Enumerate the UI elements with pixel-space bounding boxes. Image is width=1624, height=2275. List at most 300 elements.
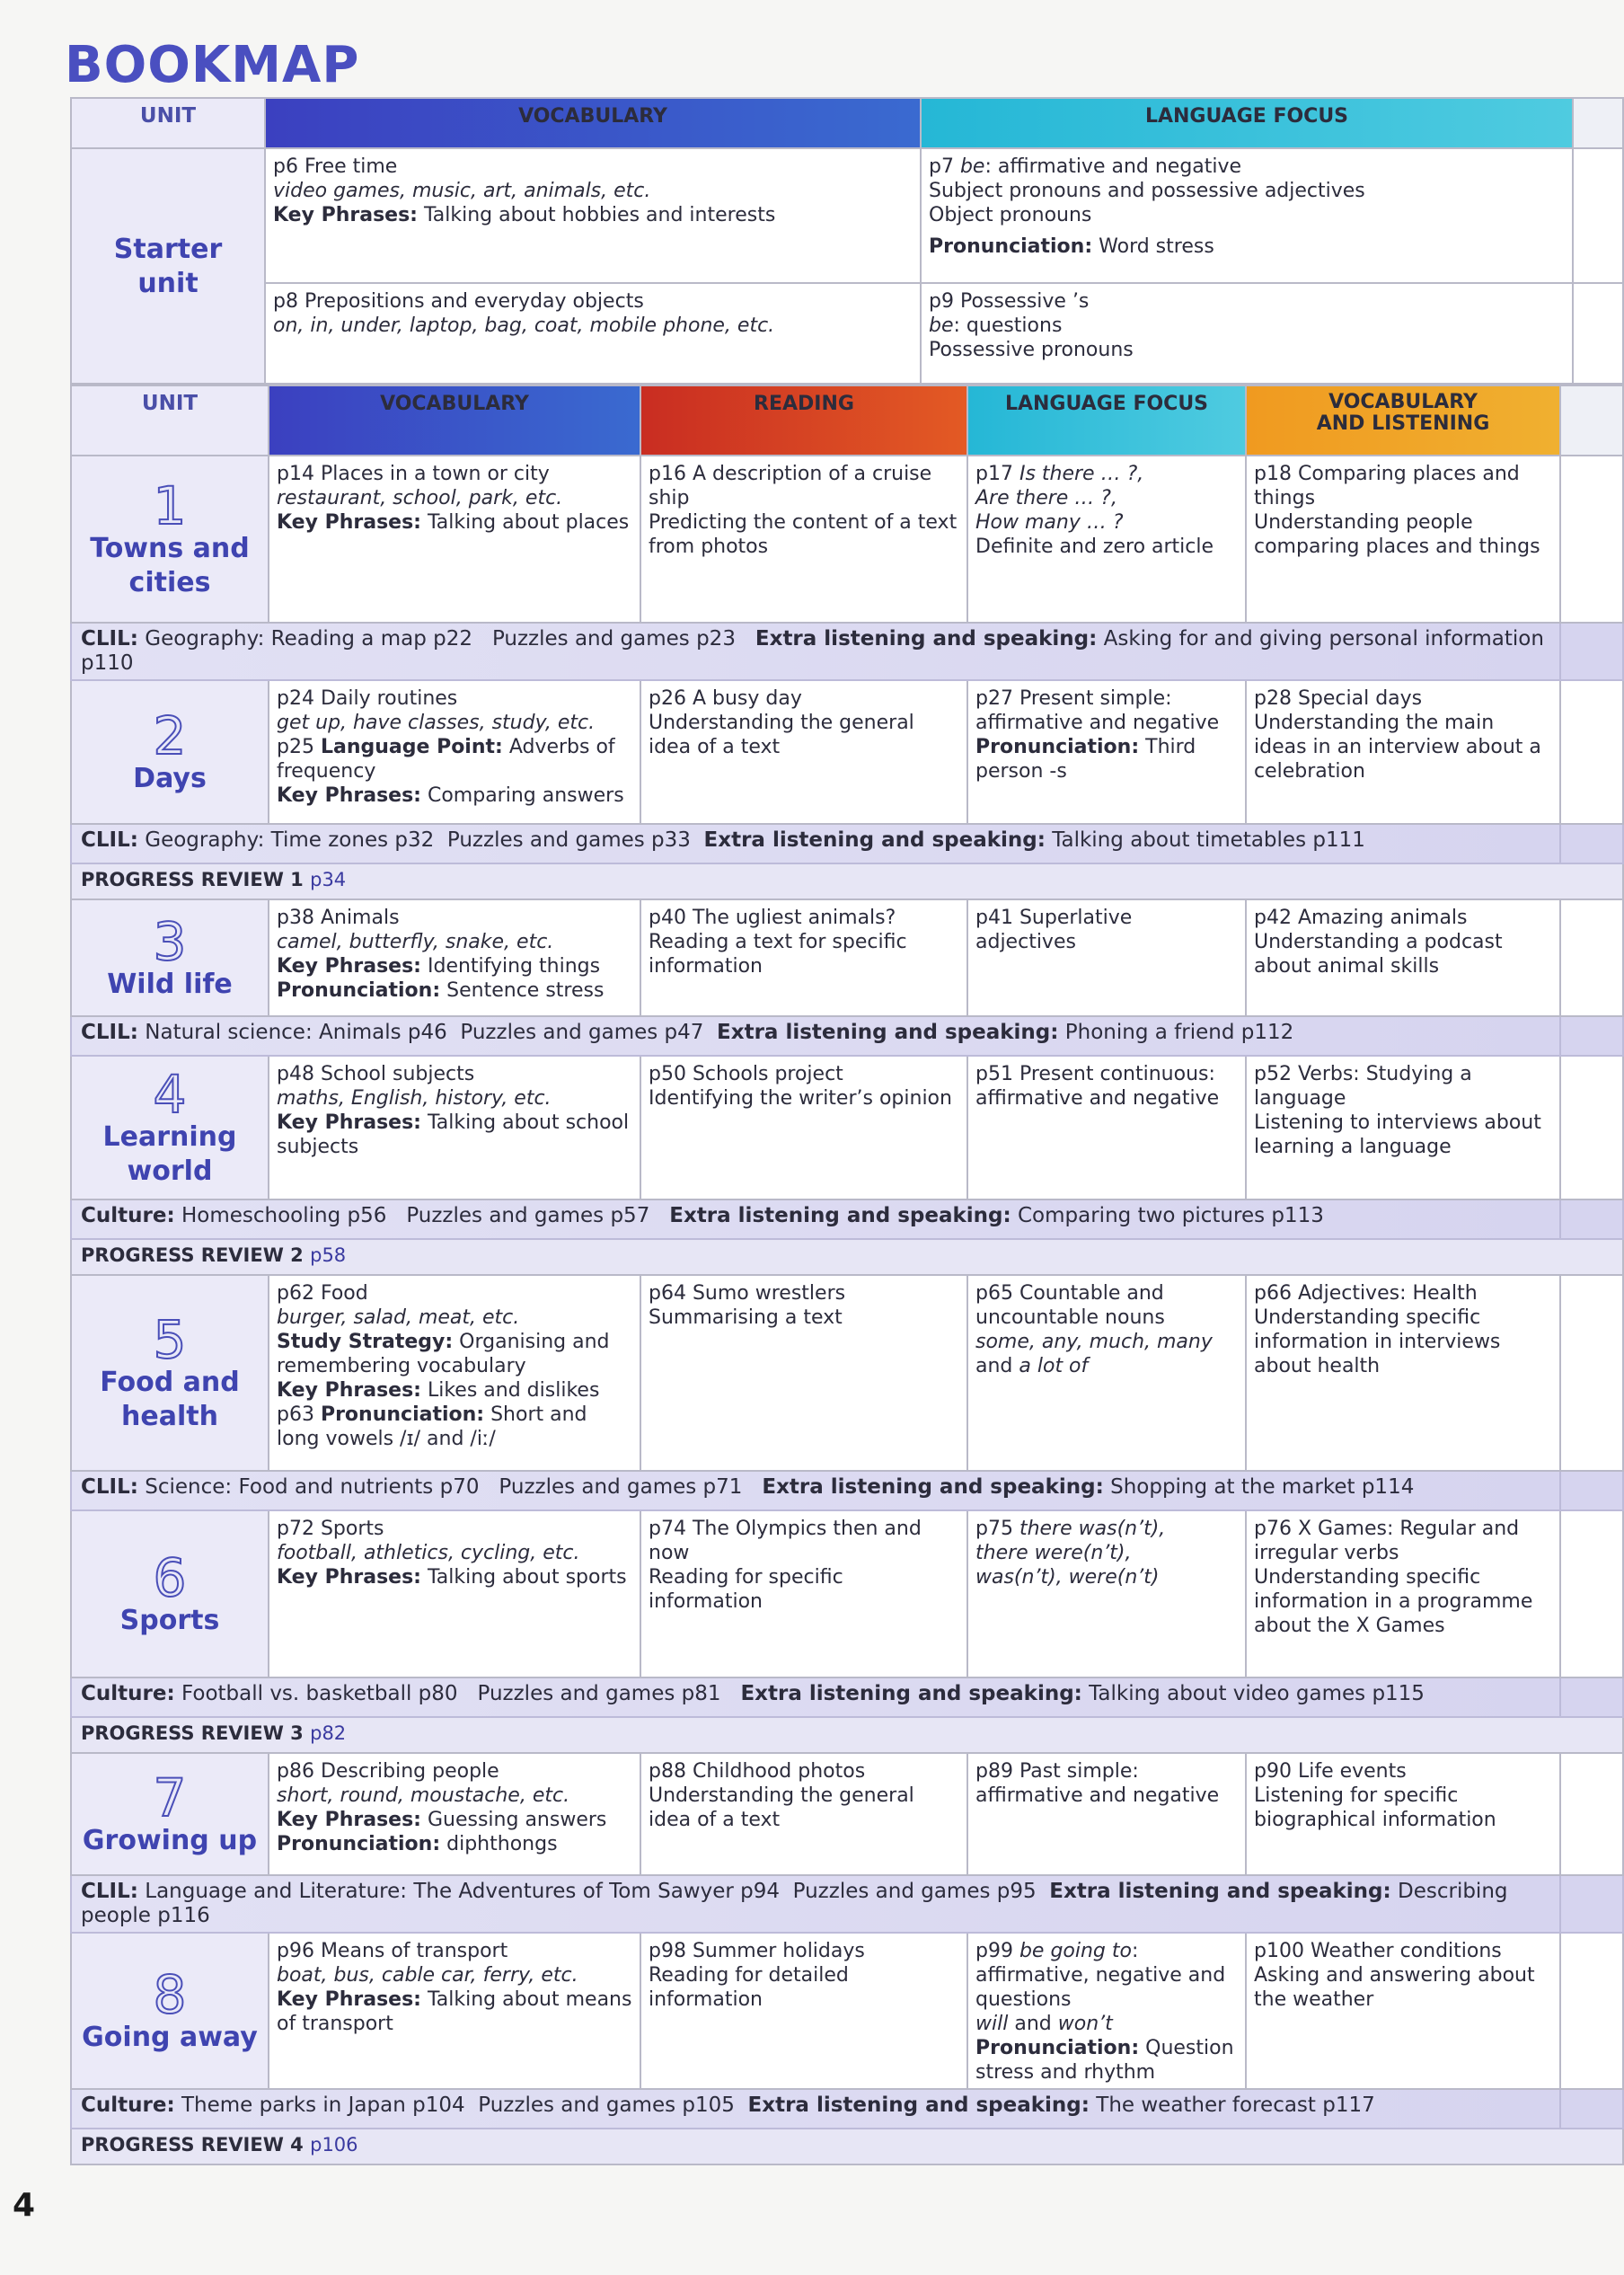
text: p63 (277, 1403, 321, 1426)
unit-row (71, 1933, 1623, 2089)
page-number: 4 (13, 2187, 36, 2224)
starter-unit-name: Starter unit (113, 234, 223, 299)
text: Object pronouns (929, 204, 1092, 226)
text: Geography: Reading a map p22 (145, 627, 472, 651)
text: Language and Literature: The Adventures of Tom Sawyer p94 (145, 1880, 780, 1903)
vocab-listening-cell (1246, 1510, 1560, 1677)
text: p14 Places in a town or city (277, 463, 550, 485)
label: CLIL: (81, 1475, 138, 1499)
text: Puzzles and games p57 (406, 1204, 650, 1227)
unit-name: Growing up (82, 1825, 258, 1856)
progress-row (71, 1717, 1623, 1753)
unit-cell (71, 680, 269, 824)
extras-row (71, 1016, 1623, 1056)
label: Culture: (81, 2094, 175, 2117)
extras-row (71, 824, 1623, 863)
text: Understanding specific information in interviews about health (1254, 1306, 1501, 1377)
vocab-listening-cell (1246, 1275, 1560, 1471)
progress-row (71, 1239, 1623, 1275)
progress-review (71, 2129, 1623, 2164)
label: Key Phrases: (277, 1566, 421, 1589)
extras-band (71, 1471, 1560, 1510)
text: p72 Sports (277, 1518, 384, 1540)
text: and (975, 1355, 1019, 1377)
text: p40 The ugliest animals? (649, 907, 896, 929)
text: Reading for detailed information (649, 1964, 849, 2011)
extras-band (71, 623, 1560, 680)
label: Pronunciation: (320, 1403, 485, 1426)
text: Reading a text for specific information (649, 931, 907, 978)
edge-cell (1560, 385, 1623, 456)
text: p42 Amazing animals (1254, 907, 1468, 929)
starter-row-1 (71, 148, 1623, 283)
reading-cell (640, 680, 967, 824)
unit-number: 7 (153, 1767, 187, 1828)
text: p34 (310, 869, 347, 890)
text: get up, have classes, study, etc. (277, 712, 596, 734)
extras-band (71, 824, 1560, 863)
text: Science: Food and nutrients p70 (145, 1475, 480, 1499)
label: Extra listening and speaking: (669, 1204, 1011, 1227)
text: Is there … ?, (1019, 463, 1144, 485)
language-cell (967, 899, 1246, 1016)
text: Third person -s (975, 736, 1196, 783)
text: p28 Special days (1254, 687, 1423, 710)
edge-cell (1560, 1510, 1623, 1677)
text: be (959, 155, 985, 178)
edge-cell (1560, 1275, 1623, 1471)
vocab-cell (269, 1275, 640, 1471)
text: Understanding specific information in a programme about the X Games (1254, 1566, 1533, 1637)
text: p41 Superlative adjectives (975, 907, 1133, 953)
extras-band (71, 1016, 1560, 1056)
text: Listening for specific biographical information (1254, 1784, 1496, 1831)
vocab-cell (269, 456, 640, 623)
text: won’t (1057, 2013, 1113, 2035)
unit-number: 1 (153, 475, 187, 536)
text: Talking about school subjects (277, 1111, 630, 1158)
label: PROGRESS REVIEW 4 (81, 2134, 304, 2155)
unit-header: UNIT (71, 385, 269, 456)
vocabulary-and-listening-header (1246, 385, 1560, 456)
text: Likes and dislikes (427, 1379, 600, 1402)
extras-row (71, 1875, 1623, 1933)
text: on, in, under, laptop, bag, coat, mobile phone, etc. (273, 314, 775, 337)
text: Theme parks in Japan p104 (181, 2094, 465, 2117)
label: Culture: (81, 1682, 175, 1705)
edge-cell (1573, 98, 1623, 148)
unit-cell (71, 1753, 269, 1875)
label: Extra listening and speaking: (747, 2094, 1090, 2117)
text: be going to (1019, 1940, 1132, 1962)
reading-cell (640, 899, 967, 1016)
vocab-listening-cell (1246, 1753, 1560, 1875)
edge-cell (1560, 1753, 1623, 1875)
vocabulary-header: VOCABULARY (265, 98, 921, 148)
text: p25 (277, 736, 321, 758)
unit-row (71, 456, 1623, 623)
label: PROGRESS REVIEW 1 (81, 869, 304, 890)
starter-row-2 (71, 283, 1623, 384)
text: Homeschooling p56 (181, 1204, 387, 1227)
extras-row (71, 1677, 1623, 1717)
label: Extra listening and speaking: (717, 1021, 1059, 1044)
vocab-listening-cell (1246, 1933, 1560, 2089)
label: Key Phrases: (277, 1111, 421, 1134)
text: p24 Daily routines (277, 687, 458, 710)
starter-header-row (71, 98, 1623, 148)
text: Comparing two pictures p113 (1018, 1204, 1324, 1227)
text: Identifying things (427, 955, 601, 978)
text: Talking about timetables p111 (1052, 828, 1365, 852)
unit-number: 3 (153, 911, 187, 972)
text: Talking about means of transport (277, 1988, 632, 2035)
text: Describing people p116 (81, 1880, 1508, 1927)
unit-cell (71, 1510, 269, 1677)
text: p7 (929, 155, 960, 178)
label: Key Phrases: (277, 511, 421, 534)
label: Study Strategy: (277, 1331, 454, 1353)
label: Key Phrases: (277, 1988, 421, 2011)
text: p96 Means of transport (277, 1940, 508, 1962)
unit-cell (71, 1056, 269, 1199)
edge-cell (1560, 623, 1623, 680)
text: p52 Verbs: Studying a language (1254, 1063, 1472, 1110)
text: : questions (953, 314, 1063, 337)
vocab-cell (269, 1753, 640, 1875)
text: football, athletics, cycling, etc. (277, 1542, 580, 1564)
text: Definite and zero article (975, 536, 1214, 558)
edge-cell (1560, 899, 1623, 1016)
extras-row (71, 623, 1623, 680)
extras-band (71, 1677, 1560, 1717)
edge-cell (1560, 1199, 1623, 1239)
text: Puzzles and games p95 (792, 1880, 1037, 1903)
unit-number: 8 (153, 1964, 187, 2025)
text: Shopping at the market p114 (1110, 1475, 1415, 1499)
text: Understanding a podcast about animal skills (1254, 931, 1503, 978)
starter-lang-2 (921, 283, 1573, 384)
text: there was(n’t), (1019, 1518, 1166, 1540)
text: Football vs. basketball p80 (181, 1682, 458, 1705)
text: Adverbs of frequency (277, 736, 615, 783)
label: Extra listening and speaking: (740, 1682, 1082, 1705)
text: Asking for and giving personal information p110 (81, 627, 1544, 675)
label: CLIL: (81, 1880, 138, 1903)
text: Are there … ?, (975, 487, 1117, 509)
unit-name: Wild life (107, 969, 233, 1000)
text: Identifying the writer’s opinion (649, 1087, 952, 1110)
label: Key Phrases: (277, 1379, 421, 1402)
text: : affirmative and negative (984, 155, 1242, 178)
edge-cell (1560, 1471, 1623, 1510)
text: Subject pronouns and possessive adjectives (929, 180, 1365, 202)
text: video games, music, art, animals, etc. (273, 180, 651, 202)
text: p16 A description of a cruise ship (649, 463, 932, 509)
text: Question stress and rhythm (975, 2037, 1234, 2084)
text: Comparing answers (427, 784, 624, 807)
text: Geography: Time zones p32 (145, 828, 435, 852)
text: Understanding people comparing places and things (1254, 511, 1540, 558)
reading-header: READING (640, 385, 967, 456)
edge-cell (1560, 1016, 1623, 1056)
label: Key Phrases: (277, 784, 421, 807)
language-focus-header: LANGUAGE FOCUS (921, 98, 1573, 148)
edge-cell (1560, 1875, 1623, 1933)
label: Extra listening and speaking: (762, 1475, 1104, 1499)
text: Natural science: Animals p46 (145, 1021, 447, 1044)
text: p8 Prepositions and everyday objects (273, 290, 644, 313)
text: VOCABULARY (1328, 391, 1478, 413)
vocab-cell (269, 899, 640, 1016)
text: Puzzles and games p81 (477, 1682, 721, 1705)
language-cell (967, 1275, 1246, 1471)
text: p64 Sumo wrestlers (649, 1282, 846, 1305)
reading-cell (640, 1933, 967, 2089)
unit-row (71, 680, 1623, 824)
text: p99 (975, 1940, 1019, 1962)
starter-lang-1 (921, 148, 1573, 283)
label: Language Point: (320, 736, 503, 758)
language-focus-header: LANGUAGE FOCUS (967, 385, 1246, 456)
label: CLIL: (81, 627, 138, 651)
edge-cell (1573, 283, 1623, 384)
label: Pronunciation: (277, 979, 441, 1002)
vocab-listening-cell (1246, 456, 1560, 623)
label: Pronunciation: (975, 736, 1140, 758)
text: p75 (975, 1518, 1019, 1540)
reading-cell (640, 1056, 967, 1199)
label: PROGRESS REVIEW 3 (81, 1722, 304, 1744)
text: Puzzles and games p47 (460, 1021, 704, 1044)
edge-cell (1560, 1056, 1623, 1199)
text: p88 Childhood photos (649, 1760, 866, 1783)
vocabulary-header: VOCABULARY (269, 385, 640, 456)
text: Asking and answering about the weather (1254, 1964, 1535, 2011)
extras-row (71, 1471, 1623, 1510)
text: AND LISTENING (1316, 412, 1490, 435)
language-cell (967, 1753, 1246, 1875)
text: p74 The Olympics then and now (649, 1518, 922, 1564)
text: Listening to interviews about learning a language (1254, 1111, 1541, 1158)
extras-row (71, 1199, 1623, 1239)
starter-unit-cell (71, 148, 265, 384)
text: Puzzles and games p33 (446, 828, 691, 852)
language-cell (967, 1510, 1246, 1677)
edge-cell (1560, 824, 1623, 863)
text: will (975, 2013, 1009, 2035)
text: Reading for specific information (649, 1566, 843, 1613)
text: restaurant, school, park, etc. (277, 487, 563, 509)
label: Key Phrases: (273, 204, 418, 226)
text: Guessing answers (427, 1809, 607, 1831)
text: p82 (310, 1722, 347, 1744)
vocab-cell (269, 1510, 640, 1677)
extras-band (71, 1199, 1560, 1239)
vocab-cell (269, 1933, 640, 2089)
unit-cell (71, 456, 269, 623)
text: Talking about video games p115 (1089, 1682, 1425, 1705)
text: some, any, much, many (975, 1331, 1213, 1353)
text: p89 Past simple: affirmative and negative (975, 1760, 1220, 1807)
edge-cell (1560, 1677, 1623, 1717)
text: p65 Countable and uncountable nouns (975, 1282, 1165, 1329)
unit-row (71, 1275, 1623, 1471)
label: PROGRESS REVIEW 2 (81, 1244, 304, 1266)
progress-row (71, 863, 1623, 899)
extras-band (71, 2089, 1560, 2129)
text: p100 Weather conditions (1254, 1940, 1502, 1962)
text: p106 (310, 2134, 358, 2155)
extras-row (71, 2089, 1623, 2129)
starter-vocab-2 (265, 283, 921, 384)
text: p66 Adjectives: Health (1254, 1282, 1478, 1305)
text: p6 Free time (273, 155, 398, 178)
unit-cell (71, 1933, 269, 2089)
text: p90 Life events (1254, 1760, 1407, 1783)
progress-review (71, 1717, 1623, 1753)
label: CLIL: (81, 828, 138, 852)
unit-name: Food and health (100, 1367, 240, 1432)
text: p76 X Games: Regular and irregular verbs (1254, 1518, 1520, 1564)
unit-number: 6 (153, 1547, 187, 1608)
text: p18 Comparing places and things (1254, 463, 1520, 509)
text: there were(n’t), (975, 1542, 1132, 1564)
starter-vocab-1 (265, 148, 921, 283)
unit-name: Sports (119, 1605, 220, 1636)
text: Talking about hobbies and interests (423, 204, 776, 226)
progress-review (71, 863, 1623, 899)
progress-review (71, 1239, 1623, 1275)
unit-row (71, 1056, 1623, 1199)
label: Key Phrases: (277, 955, 421, 978)
text: p48 School subjects (277, 1063, 475, 1085)
edge-cell (1573, 148, 1623, 283)
text: maths, English, history, etc. (277, 1087, 552, 1110)
unit-cell (71, 899, 269, 1016)
text: p62 Food (277, 1282, 368, 1305)
unit-name: Going away (82, 2022, 258, 2053)
text: p50 Schools project (649, 1063, 843, 1085)
label: Extra listening and speaking: (1049, 1880, 1391, 1903)
reading-cell (640, 1510, 967, 1677)
text: Puzzles and games p23 (491, 627, 736, 651)
text: p9 Possessive ’s (929, 290, 1090, 313)
text: burger, salad, meat, etc. (277, 1306, 520, 1329)
text: Puzzles and games p71 (499, 1475, 743, 1499)
unit-number: 2 (153, 705, 187, 766)
unit-header: UNIT (71, 98, 265, 148)
text: diphthongs (446, 1833, 558, 1855)
text: Short and long vowels /ɪ/ and /iː/ (277, 1403, 587, 1450)
text: p27 Present simple: affirmative and negative (975, 687, 1220, 734)
text: Understanding the general idea of a text (649, 712, 914, 758)
text: Talking about places (427, 511, 630, 534)
text: p26 A busy day (649, 687, 802, 710)
label: Extra listening and speaking: (755, 627, 1098, 651)
vocab-cell (269, 680, 640, 824)
text: boat, bus, cable car, ferry, etc. (277, 1964, 578, 1987)
language-cell (967, 456, 1246, 623)
unit-row (71, 1753, 1623, 1875)
label: Culture: (81, 1204, 175, 1227)
page-title: BOOKMAP (65, 36, 360, 94)
language-cell (967, 1933, 1246, 2089)
label: Extra listening and speaking: (703, 828, 1046, 852)
label: CLIL: (81, 1021, 138, 1044)
text: be (929, 314, 954, 337)
unit-row (71, 899, 1623, 1016)
text: was(n’t), were(n’t) (975, 1566, 1160, 1589)
reading-cell (640, 1753, 967, 1875)
text: a lot of (1019, 1355, 1089, 1377)
unit-number: 4 (153, 1064, 187, 1125)
starter-table (70, 97, 1624, 385)
unit-row (71, 1510, 1623, 1677)
text: short, round, moustache, etc. (277, 1784, 570, 1807)
text: Organising and remembering vocabulary (277, 1331, 610, 1377)
reading-cell (640, 456, 967, 623)
text: p86 Describing people (277, 1760, 499, 1783)
text: Puzzles and games p105 (478, 2094, 735, 2117)
text: p58 (310, 1244, 347, 1266)
units-table (70, 385, 1624, 2165)
language-cell (967, 680, 1246, 824)
progress-row (71, 2129, 1623, 2164)
text: Word stress (1099, 235, 1214, 258)
label: Pronunciation: (929, 235, 1093, 258)
text: p17 (975, 463, 1019, 485)
text: Understanding the main ideas in an interview about a celebration (1254, 712, 1541, 783)
text: Possessive pronouns (929, 339, 1134, 361)
text: p98 Summer holidays (649, 1940, 865, 1962)
edge-cell (1560, 456, 1623, 623)
label: Pronunciation: (975, 2037, 1140, 2059)
extras-band (71, 1875, 1560, 1933)
unit-number: 5 (153, 1309, 187, 1370)
vocab-cell (269, 1056, 640, 1199)
text: Talking about sports (427, 1566, 627, 1589)
label: Pronunciation: (277, 1833, 441, 1855)
text: : affirmative, negative and questions (975, 1940, 1226, 2011)
text: p38 Animals (277, 907, 400, 929)
text: p51 Present continuous: affirmative and negative (975, 1063, 1220, 1110)
edge-cell (1560, 680, 1623, 824)
text: Predicting the content of a text from photos (649, 511, 958, 558)
edge-cell (1560, 2089, 1623, 2129)
unit-name: Learning world (102, 1121, 237, 1187)
text: Summarising a text (649, 1306, 843, 1329)
label: Key Phrases: (277, 1809, 421, 1831)
language-cell (967, 1056, 1246, 1199)
reading-cell (640, 1275, 967, 1471)
text: The weather forecast p117 (1096, 2094, 1375, 2117)
unit-cell (71, 1275, 269, 1471)
vocab-listening-cell (1246, 899, 1560, 1016)
text: Understanding the general idea of a text (649, 1784, 914, 1831)
text: Phoning a friend p112 (1064, 1021, 1294, 1044)
vocab-listening-cell (1246, 680, 1560, 824)
text: Sentence stress (446, 979, 605, 1002)
unit-name: Towns and cities (90, 533, 250, 598)
text: camel, butterfly, snake, etc. (277, 931, 554, 953)
unit-name: Days (133, 763, 207, 794)
vocab-listening-cell (1246, 1056, 1560, 1199)
units-header-row (71, 385, 1623, 456)
text: and (1008, 2013, 1058, 2035)
edge-cell (1560, 1933, 1623, 2089)
text: How many … ? (975, 511, 1124, 534)
